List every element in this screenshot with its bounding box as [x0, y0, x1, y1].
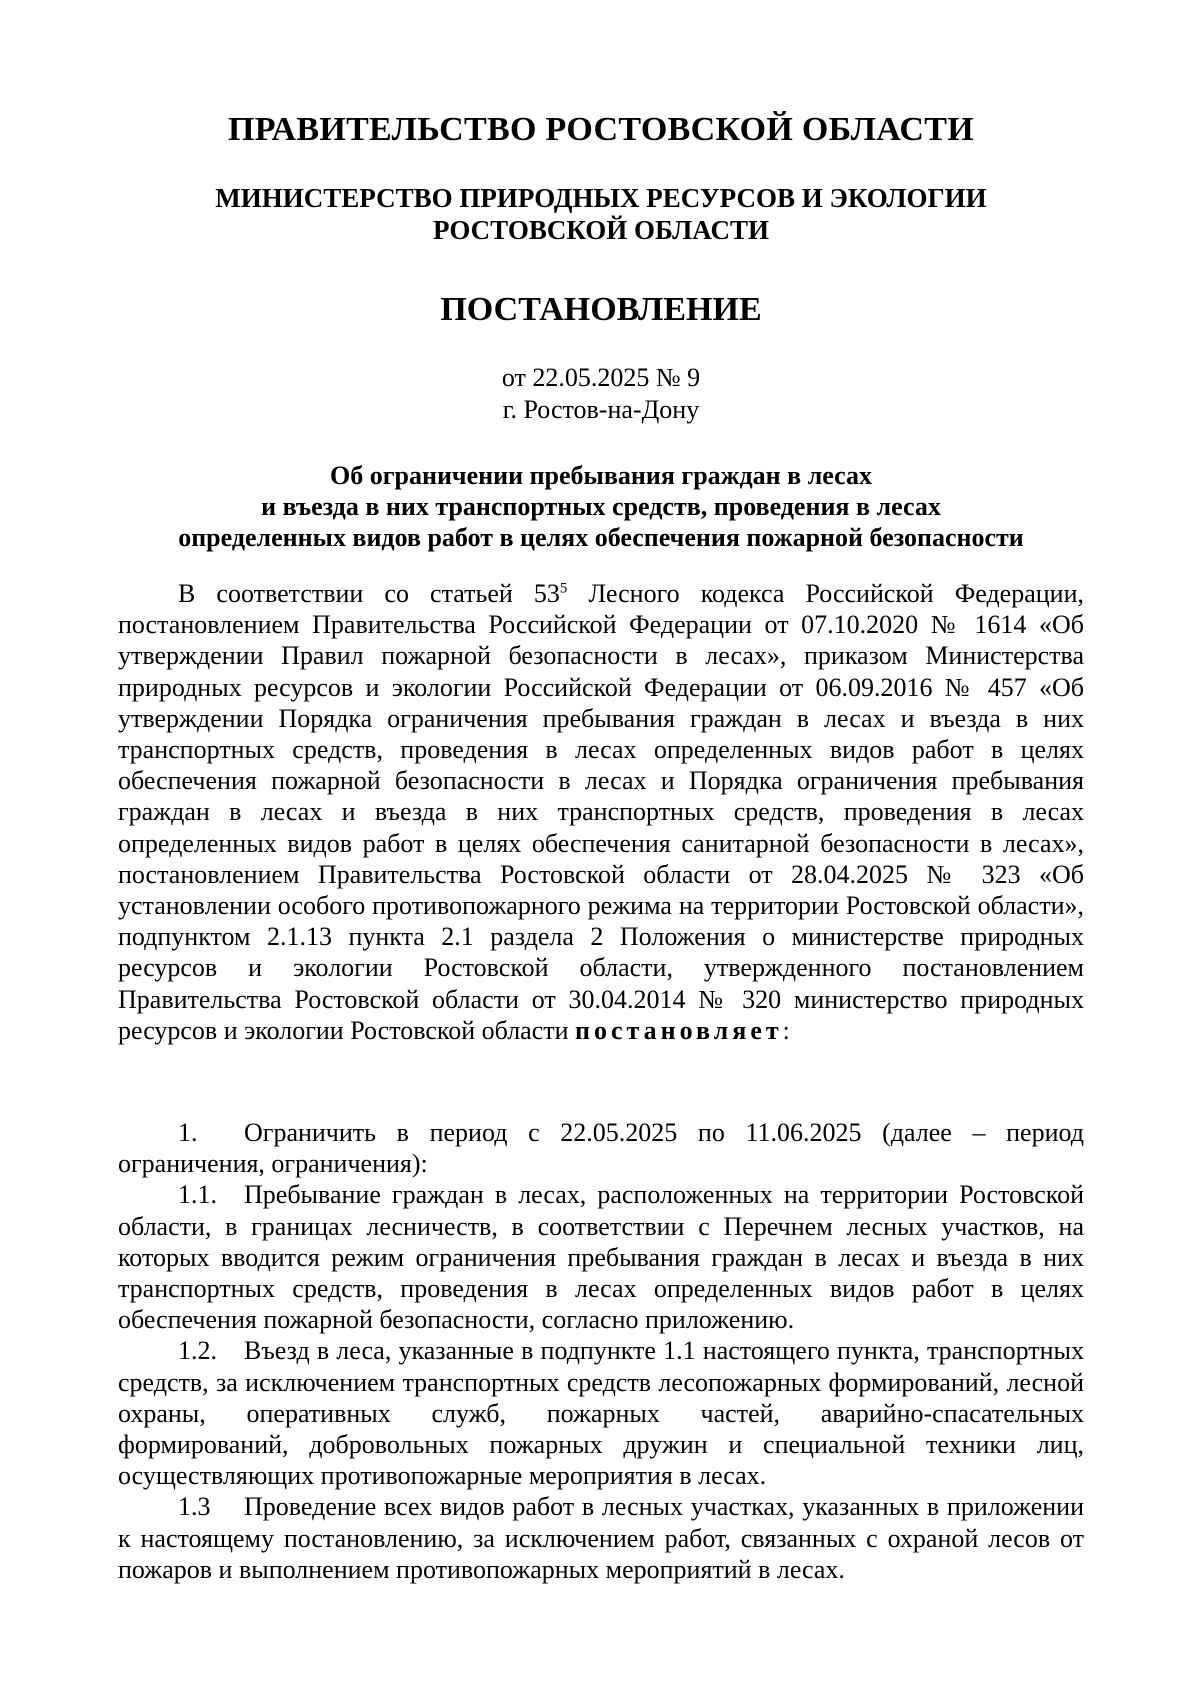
item-number: 1.1.: [178, 1180, 217, 1210]
ministry-title-line-1: МИНИСТЕРСТВО ПРИРОДНЫХ РЕСУРСОВ И ЭКОЛОГИИ: [215, 183, 987, 213]
list-item: [118, 1117, 1084, 1179]
ministry-title-line-2: РОСТОВСКОЙ ОБЛАСТИ: [433, 215, 769, 245]
resolution-items: [118, 1117, 1084, 1585]
item-number: 1.2.: [178, 1336, 217, 1366]
list-item: [118, 1335, 1084, 1491]
item-number: 1.3: [178, 1492, 211, 1522]
document-date-number: от 22.05.2025 № 9: [501, 363, 701, 392]
document-subject: [118, 460, 1084, 553]
item-text: Ограничить в период с 22.05.2025 по 11.06.2025 (далее – период ограничения, ограничения):: [118, 1118, 1084, 1179]
preamble: [118, 578, 1084, 1046]
subject-line-2: и въезда в них транспортных средств, проведения в лесах: [261, 492, 941, 521]
preamble-text-body: Лесного кодекса Российской Федерации, постановлением Правительства Российской Федерации от 07.10.2020 № 1614 «Об утверждении Правил пожарной безопасности в лесах», приказом Министерства природных ресурсов и экологии Российской Федерации от 06.09.2016 № 457 «Об утверждении Порядка ограничения пребывания граждан в лесах и въезда в них транспортных средств, проведения в лесах определенных видов работ в целях обеспечения пожарной безопасности в лесах и Порядка ограничения пребывания граждан в лесах и въезда в них транспортных средств, проведения в лесах определенных видов работ в целях обеспечения санитарной безопасности в лесах», постановлением Правительства Ростовской области от 28.04.2025 № 323 «Об установлении особого противопожарного режима на территории Ростовской области», подпунктом 2.1.13 пункта 2.1 раздела 2 Положения о министерстве природных ресурсов и экологии Ростовской области, утвержденного постановлением Правительства Ростовской области от 30.04.2014 № 320 министерство природных ресурсов и экологии Ростовской области: [118, 579, 1084, 1045]
government-title: ПРАВИТЕЛЬСТВО РОСТОВСКОЙ ОБЛАСТИ: [228, 111, 974, 148]
resolves-word: постановляет: [575, 1015, 783, 1045]
item-text: Пребывание граждан в лесах, расположенных на территории Ростовской области, в границах лесничеств, в соответствии с Перечнем лесных участков, на которых вводится режим ограничения пребывания граждан в лесах и въезда в них транспортных средств, проведения в лесах определенных видов работ в целях обеспечения пожарной безопасности, согласно приложению.: [118, 1180, 1084, 1335]
item-text: Въезд в леса, указанные в подпункте 1.1 настоящего пункта, транспортных средств, за исключением транспортных средств лесопожарных формирований, лесной охраны, оперативных служб, пожарных частей, аварийно-спасательных формирований, добровольных пожарных дружин и специальной техники лиц, осуществляющих противопожарные мероприятия в лесах.: [118, 1336, 1084, 1491]
document-meta: [118, 362, 1084, 426]
document-city: г. Ростов-на-Дону: [502, 395, 700, 424]
document-type: ПОСТАНОВЛЕНИЕ: [440, 291, 762, 328]
subject-line-1: Об ограничении пребывания граждан в лесах: [329, 461, 873, 490]
list-item: [118, 1179, 1084, 1335]
article-superscript: 5: [559, 580, 568, 597]
preamble-paragraph: [118, 578, 1084, 1046]
subject-line-3: определенных видов работ в целях обеспечения пожарной безопасности: [178, 523, 1024, 552]
item-text: Проведение всех видов работ в лесных участках, указанных в приложении к настоящему постановлению, за исключением работ, связанных с охраной лесов от пожаров и выполнением противопожарных мероприятий в лесах.: [118, 1492, 1084, 1584]
resolves-colon: :: [782, 1015, 790, 1045]
list-item: [118, 1491, 1084, 1585]
item-number: 1.: [178, 1118, 198, 1147]
preamble-text-start: В соответствии со статьей 53: [178, 579, 560, 608]
ministry-title: [118, 182, 1084, 246]
